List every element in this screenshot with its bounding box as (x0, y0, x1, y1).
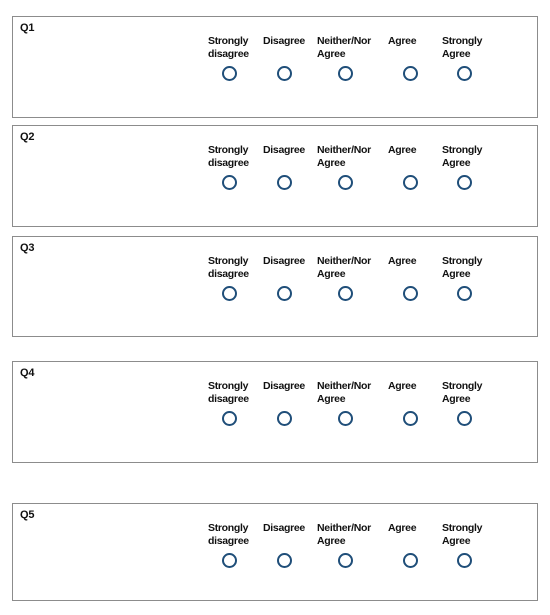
radio-button[interactable] (403, 553, 418, 568)
radio-button[interactable] (457, 175, 472, 190)
question-label: Q4 (20, 367, 35, 379)
radio-button[interactable] (338, 66, 353, 81)
option-column (317, 380, 387, 406)
option-label: Strongly Agree (442, 255, 483, 280)
option-label: Strongly disagree (208, 380, 249, 405)
option-label: Strongly disagree (208, 35, 249, 60)
radio-button[interactable] (222, 286, 237, 301)
option-label: Strongly Agree (442, 522, 483, 547)
option-label: Strongly Agree (442, 380, 483, 405)
option-column (442, 522, 512, 548)
radio-button[interactable] (457, 553, 472, 568)
question-label: Q3 (20, 242, 35, 254)
option-column (442, 380, 512, 406)
question-box-q2 (12, 125, 538, 227)
option-label: Strongly disagree (208, 144, 249, 169)
radio-button[interactable] (222, 66, 237, 81)
radio-button[interactable] (338, 286, 353, 301)
option-label: Strongly disagree (208, 522, 249, 547)
option-column (317, 35, 387, 61)
radio-button[interactable] (403, 411, 418, 426)
radio-button[interactable] (277, 175, 292, 190)
radio-button[interactable] (338, 411, 353, 426)
option-label: Disagree (263, 380, 305, 392)
option-label: Neither/Nor Agree (317, 144, 371, 169)
radio-button[interactable] (457, 66, 472, 81)
question-label: Q5 (20, 509, 35, 521)
question-box-q4 (12, 361, 538, 463)
question-label: Q2 (20, 131, 35, 143)
option-label: Neither/Nor Agree (317, 255, 371, 280)
option-column (442, 144, 512, 170)
option-label: Neither/Nor Agree (317, 35, 371, 60)
option-column (317, 144, 387, 170)
option-column (317, 255, 387, 281)
question-box-q3 (12, 236, 538, 337)
option-label: Strongly disagree (208, 255, 249, 280)
question-box-q5 (12, 503, 538, 601)
radio-button[interactable] (338, 175, 353, 190)
option-label: Neither/Nor Agree (317, 522, 371, 547)
option-label: Disagree (263, 35, 305, 47)
option-label: Strongly Agree (442, 144, 483, 169)
option-label: Strongly Agree (442, 35, 483, 60)
radio-button[interactable] (403, 66, 418, 81)
radio-button[interactable] (277, 66, 292, 81)
question-box-q1 (12, 16, 538, 118)
option-column (317, 522, 387, 548)
option-label: Neither/Nor Agree (317, 380, 371, 405)
option-label: Disagree (263, 144, 305, 156)
option-label: Agree (388, 144, 417, 156)
question-label: Q1 (20, 22, 35, 34)
option-label: Agree (388, 255, 417, 267)
option-label: Disagree (263, 255, 305, 267)
radio-button[interactable] (277, 286, 292, 301)
radio-button[interactable] (277, 553, 292, 568)
radio-button[interactable] (338, 553, 353, 568)
option-label: Agree (388, 35, 417, 47)
radio-button[interactable] (222, 175, 237, 190)
option-label: Agree (388, 380, 417, 392)
option-column (442, 255, 512, 281)
radio-button[interactable] (222, 553, 237, 568)
radio-button[interactable] (222, 411, 237, 426)
option-column (442, 35, 512, 61)
radio-button[interactable] (403, 286, 418, 301)
option-label: Disagree (263, 522, 305, 534)
radio-button[interactable] (403, 175, 418, 190)
radio-button[interactable] (277, 411, 292, 426)
radio-button[interactable] (457, 411, 472, 426)
option-label: Agree (388, 522, 417, 534)
radio-button[interactable] (457, 286, 472, 301)
